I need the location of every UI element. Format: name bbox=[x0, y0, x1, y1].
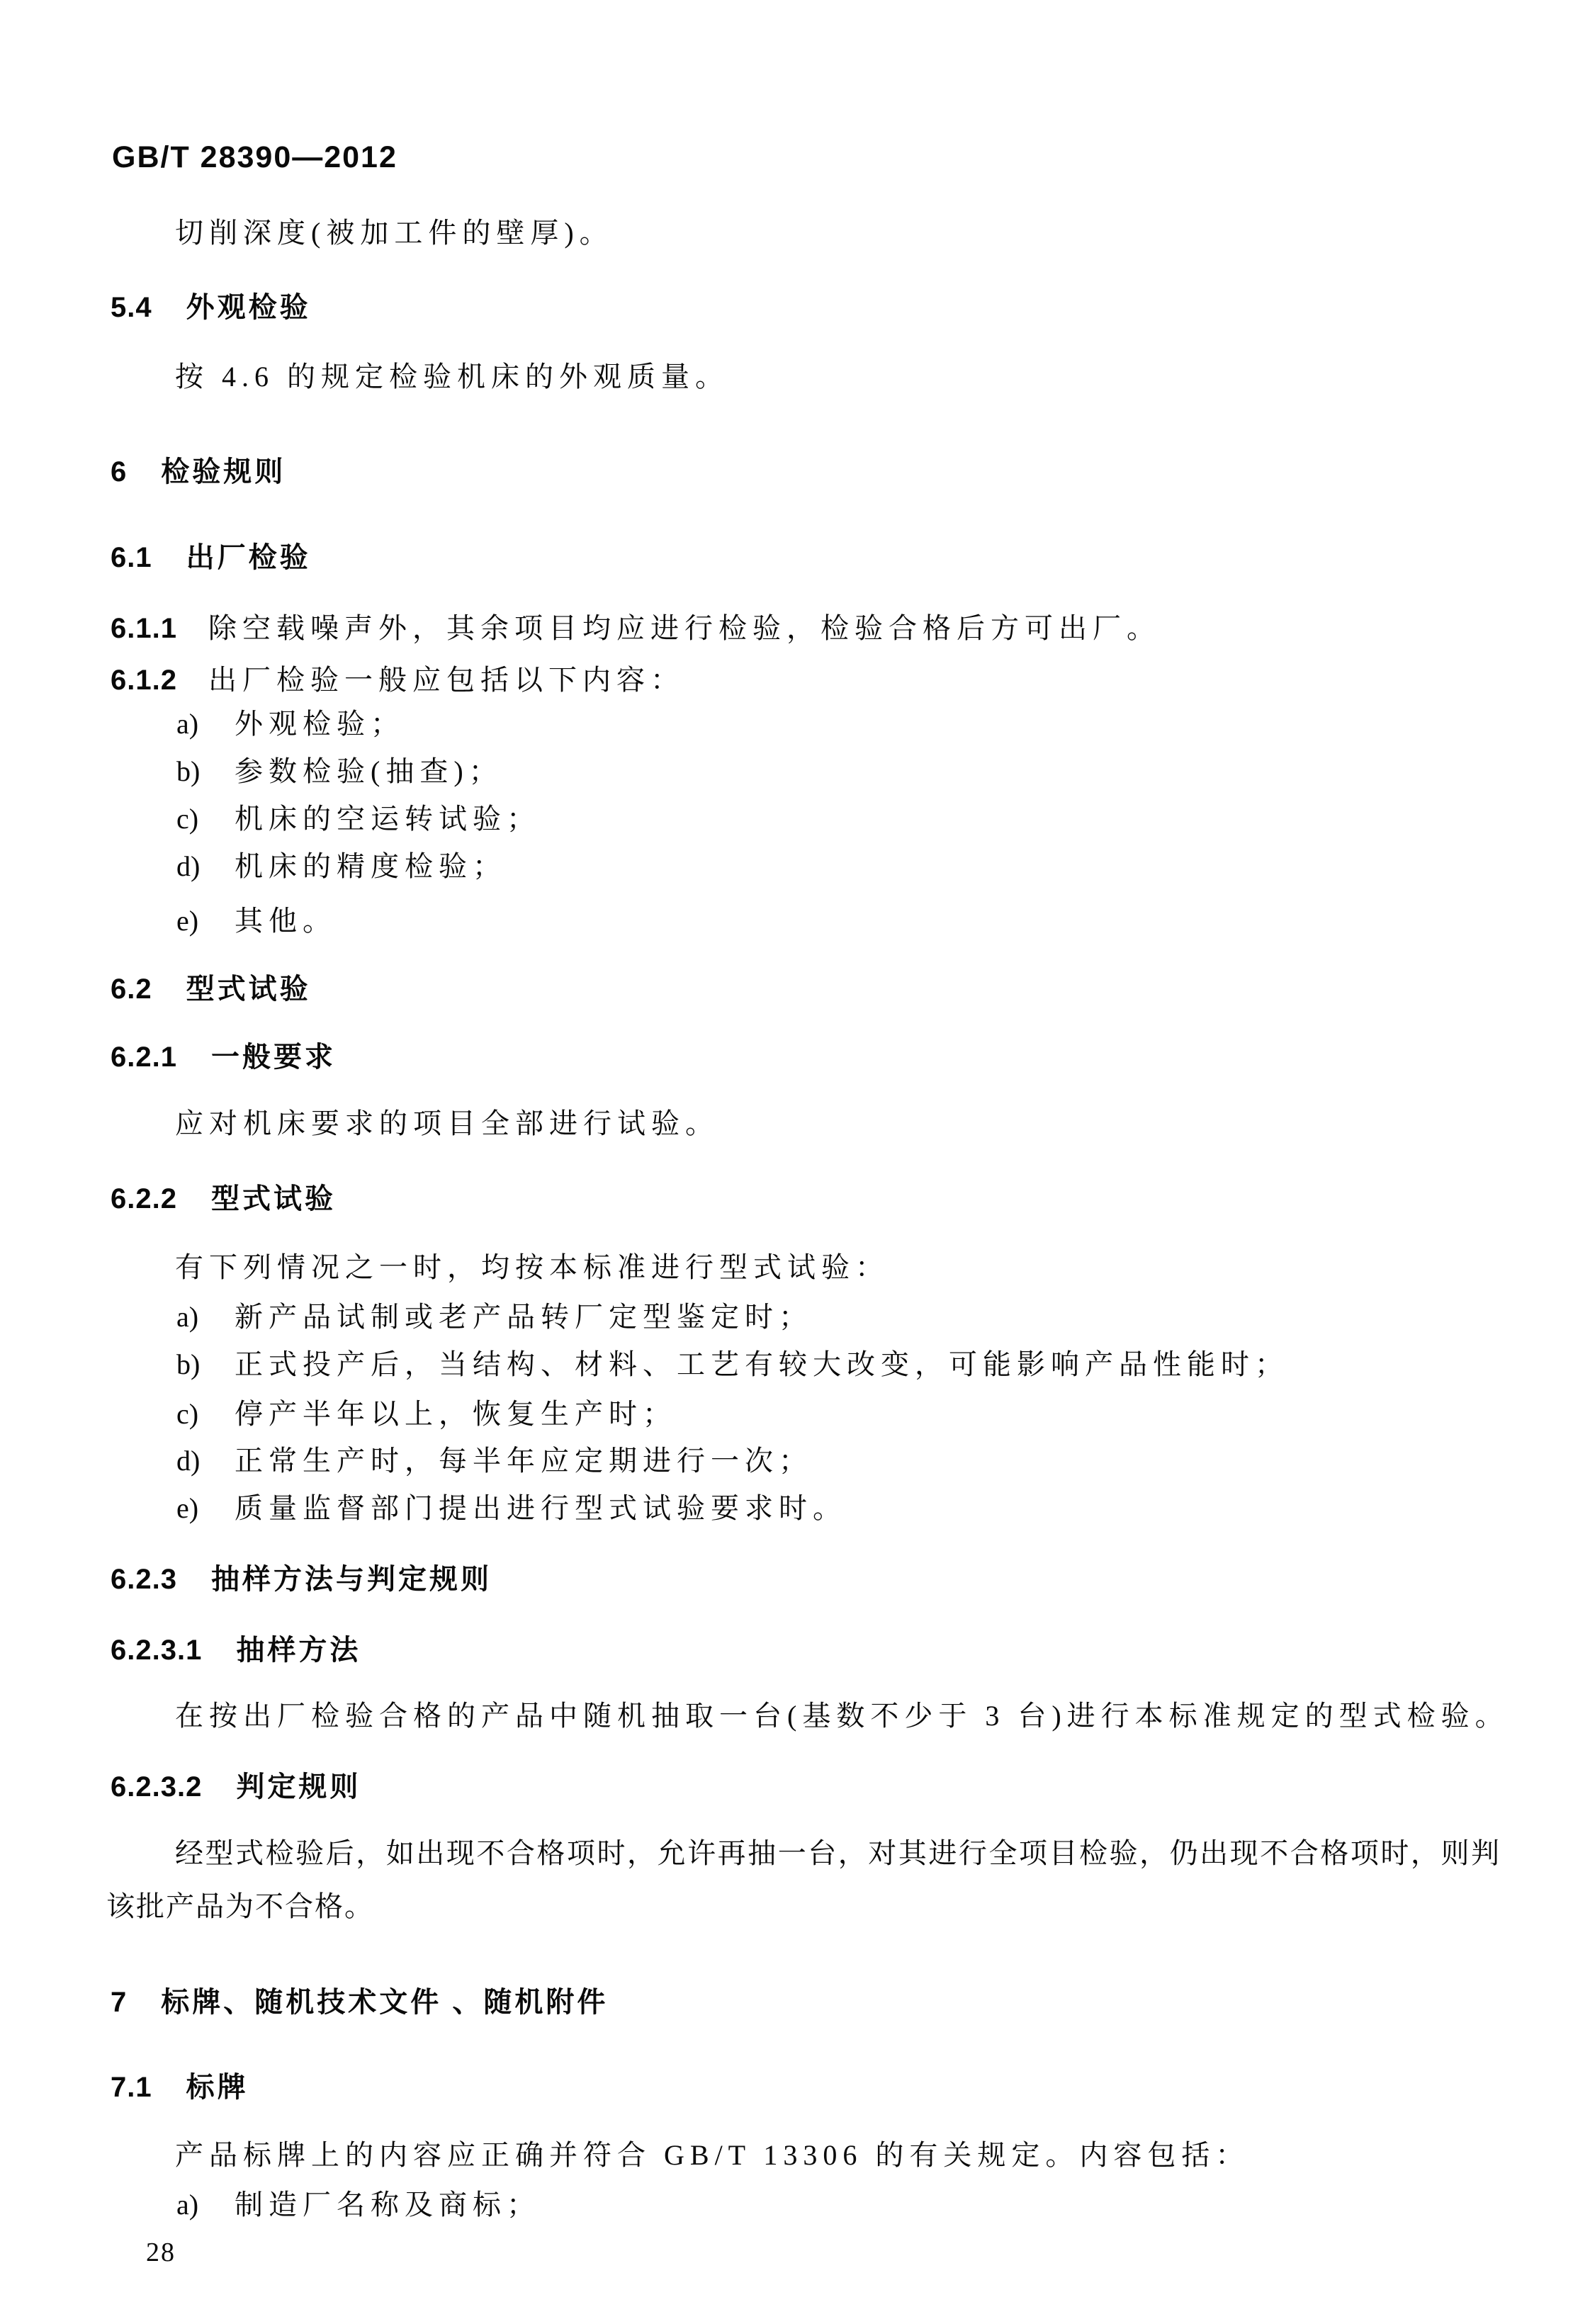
list-marker: c) bbox=[176, 803, 199, 835]
section-number: 6.2 bbox=[111, 974, 152, 1005]
section-number: 6.2.3.1 bbox=[111, 1635, 203, 1666]
list-item bbox=[176, 1299, 813, 1335]
section-heading-7-1 bbox=[111, 2070, 249, 2105]
section-number: 6.1 bbox=[111, 542, 152, 573]
section-heading-6-2 bbox=[111, 971, 311, 1007]
section-heading-5-4 bbox=[111, 290, 311, 325]
list-item bbox=[176, 1443, 813, 1479]
list-item bbox=[176, 754, 503, 789]
list-item-text: 停产半年以上，恢复生产时； bbox=[235, 1398, 677, 1430]
list-item bbox=[176, 1491, 847, 1526]
list-item-text: 参数检验(抽查)； bbox=[235, 755, 503, 787]
clause-6-1-2 bbox=[111, 662, 684, 698]
section-heading-6 bbox=[111, 454, 286, 490]
section-heading-6-2-3-1 bbox=[111, 1632, 361, 1668]
list-marker: b) bbox=[176, 1348, 201, 1380]
list-item bbox=[176, 2187, 541, 2223]
section-title: 出厂检验 bbox=[186, 542, 311, 573]
list-item-text: 正式投产后，当结构、材料、工艺有较大改变，可能影响产品性能时； bbox=[235, 1348, 1289, 1380]
list-item bbox=[176, 1397, 677, 1432]
section-title: 抽样方法 bbox=[236, 1635, 361, 1666]
section-heading-6-2-1 bbox=[111, 1039, 336, 1075]
list-item-text: 制造厂名称及商标； bbox=[235, 2189, 541, 2221]
list-item bbox=[176, 706, 405, 742]
list-marker: c) bbox=[176, 1398, 199, 1430]
section-number: 6.2.1 bbox=[111, 1042, 177, 1073]
list-marker: a) bbox=[176, 708, 199, 740]
section-title: 型式试验 bbox=[186, 974, 311, 1005]
list-item bbox=[176, 1347, 1289, 1382]
section-title: 检验规则 bbox=[161, 456, 286, 487]
section-number: 6 bbox=[111, 456, 128, 487]
section-number: 7 bbox=[111, 1987, 128, 2018]
paragraph-6-2-3-1: 在按出厂检验合格的产品中随机抽取一台(基数不少于 3 台)进行本标准规定的型式检验。 bbox=[175, 1700, 1509, 1732]
clause-text: 出厂检验一般应包括以下内容： bbox=[208, 664, 684, 696]
clause-number: 6.1.1 bbox=[111, 613, 177, 644]
list-item-text: 新产品试制或老产品转厂定型鉴定时； bbox=[235, 1301, 813, 1333]
list-marker: e) bbox=[176, 905, 199, 937]
list-marker: e) bbox=[176, 1492, 199, 1524]
list-item-text: 外观检验； bbox=[235, 708, 405, 740]
section-title: 外观检验 bbox=[186, 292, 311, 323]
list-marker: a) bbox=[176, 1301, 199, 1333]
section-title: 抽样方法与判定规则 bbox=[210, 1564, 492, 1595]
section-title: 一般要求 bbox=[210, 1042, 336, 1073]
section-number: 5.4 bbox=[111, 292, 152, 323]
section-number: 6.2.3.2 bbox=[111, 1771, 203, 1803]
paragraph-6-2-1: 应对机床要求的项目全部进行试验。 bbox=[175, 1107, 719, 1139]
list-marker: b) bbox=[176, 755, 201, 787]
paragraph-7-1: 产品标牌上的内容应正确并符合 GB/T 13306 的有关规定。内容包括： bbox=[175, 2139, 1250, 2171]
section-number: 7.1 bbox=[111, 2072, 152, 2103]
paragraph-6-2-2-intro: 有下列情况之一时，均按本标准进行型式试验： bbox=[175, 1251, 889, 1283]
list-marker: d) bbox=[176, 850, 201, 882]
list-marker: a) bbox=[176, 2189, 199, 2221]
clause-text: 除空载噪声外，其余项目均应进行检验，检验合格后方可出厂。 bbox=[208, 612, 1161, 644]
list-item-text: 机床的空运转试验； bbox=[235, 803, 541, 835]
section-heading-6-2-3 bbox=[111, 1562, 492, 1597]
section-title: 标牌、随机技术文件 、随机附件 bbox=[161, 1987, 609, 2018]
section-title: 判定规则 bbox=[236, 1771, 361, 1803]
section-number: 6.2.2 bbox=[111, 1183, 177, 1214]
section-heading-6-2-3-2 bbox=[111, 1769, 361, 1805]
section-title: 标牌 bbox=[186, 2072, 249, 2103]
section-heading-6-2-2 bbox=[111, 1181, 336, 1217]
list-item bbox=[176, 849, 507, 884]
clause-6-1-1 bbox=[111, 611, 1161, 646]
section-heading-6-1 bbox=[111, 540, 311, 575]
list-item-text: 质量监督部门提出进行型式试验要求时。 bbox=[235, 1492, 847, 1524]
list-item-text: 机床的精度检验； bbox=[235, 850, 507, 882]
list-item-text: 其他。 bbox=[235, 905, 337, 937]
list-item-text: 正常生产时，每半年应定期进行一次； bbox=[235, 1445, 813, 1477]
list-marker: d) bbox=[176, 1445, 201, 1477]
paragraph-5-4: 按 4.6 的规定检验机床的外观质量。 bbox=[175, 361, 729, 393]
page-number: 28 bbox=[146, 2238, 176, 2267]
paragraph-6-2-3-2: 经型式检验后，如出现不合格项时，允许再抽一台，对其进行全项目检验，仍出现不合格项时，则判该批产品为不合格。 bbox=[106, 1837, 1501, 1922]
section-title: 型式试验 bbox=[210, 1183, 336, 1214]
section-heading-7 bbox=[111, 1985, 608, 2020]
paragraph-cutting-depth: 切削深度(被加工件的壁厚)。 bbox=[175, 217, 614, 249]
clause-number: 6.1.2 bbox=[111, 665, 177, 696]
section-number: 6.2.3 bbox=[111, 1564, 177, 1595]
list-item bbox=[176, 903, 337, 939]
doc-code-header: GB/T 28390—2012 bbox=[112, 140, 397, 174]
list-item bbox=[176, 801, 541, 837]
